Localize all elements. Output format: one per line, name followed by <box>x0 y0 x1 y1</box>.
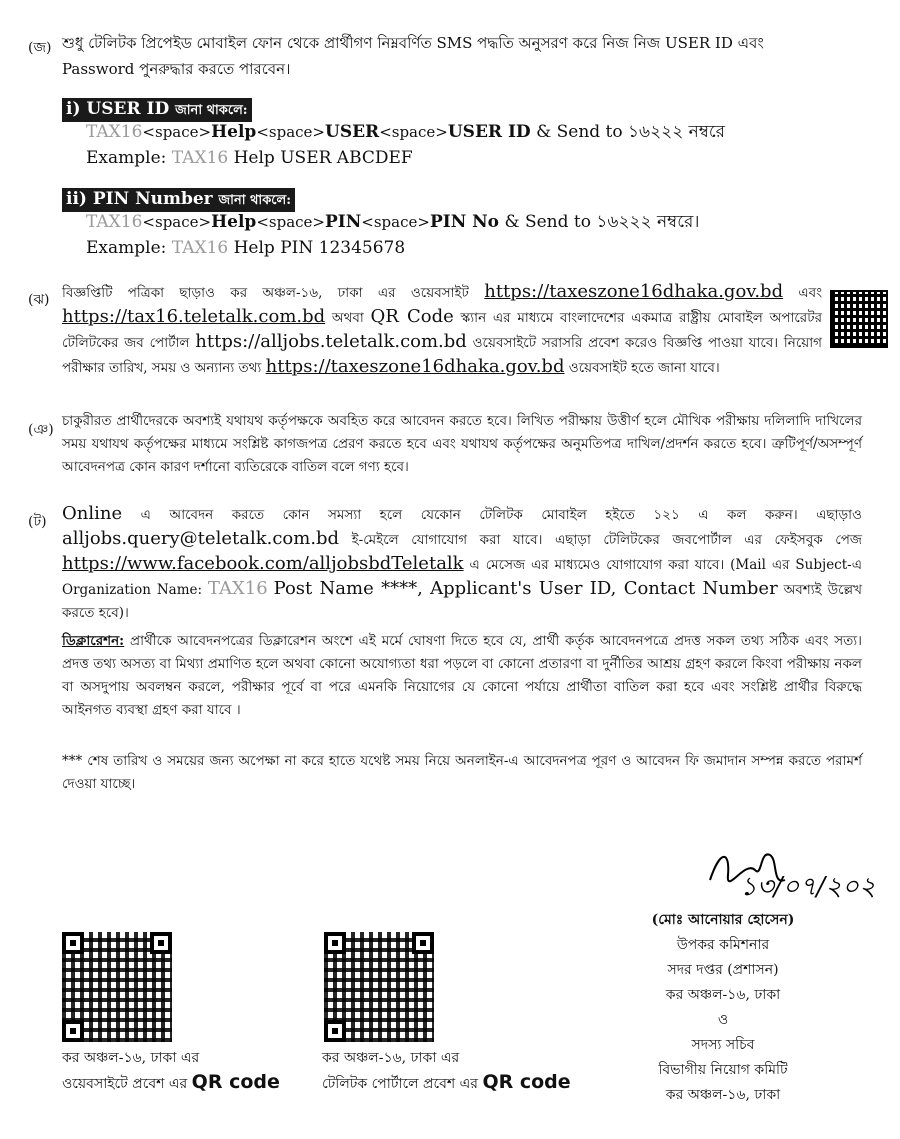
item-yo-text: চাকুরীরত প্রার্থীদেরকে অবশ্যই যথাযথ কর্তৃপক্ষকে অবহিত করে আবেদন করতে হবে। লিখিত পরীক্ষায় উত্তীর্ণ হলে মৌখিক পরীক্ষায় দলিলাদি দাখিলের সময় যথাযথ কর্তৃপক্ষের মাধ্যমে সংশ্লিষ্ট কাগজপত্র প্রেরণ করতে হবে এবং যথাযথ কর্তৃপক্ষের অনুমতিপত্র দাখিল/প্রদর্শন করতে হবে। ত্রুটিপূর্ণ/অসম্পূর্ণ আবেদনপত্র কোন কারণ দর্শানো ব্যতিরেকে বাতিল বলে গণ্য হবে। <box>62 413 862 475</box>
website-qr-code-icon[interactable] <box>62 932 172 1042</box>
userid-example: Example: TAX16 Help USER ABCDEF <box>86 148 413 168</box>
signatory-zone-2: কর অঞ্চল-১৬, ঢাকা <box>665 1087 781 1103</box>
signatory-committee: বিভাগীয় নিয়োগ কমিটি <box>658 1062 788 1078</box>
website-link-1[interactable]: https://taxeszone16dhaka.gov.bd <box>484 281 784 302</box>
pin-example: Example: TAX16 Help PIN 12345678 <box>86 238 406 258</box>
signatory-name: (মোঃ আনোয়ার হোসেন) <box>651 912 795 928</box>
declaration-text: প্রার্থীকে আবেদনপত্রের ডিক্লারেশন অংশে এই মর্মে ঘোষণা দিতে হবে যে, প্রার্থী কর্তৃক আবেদনপত্রে প্রদত্ত সকল তথ্য সঠিক এবং সত্য। প্রদত্ত তথ্য অসত্য বা মিথ্যা প্রমাণিত হলে অথবা কোনো অযোগ্যতা ধরা পড়লে বা কোনো প্রতারণা বা দুর্নীতির আশ্রয় গ্রহণ করলে কিংবা পরীক্ষায় নকল বা অসদুপায় অবলম্বন করলে, পরীক্ষার পূর্বে বা পরে এমনকি নিয়োগের যে কোনো পর্যায়ে প্রার্থীতা বাতিল করা হবে এবং সংশ্লিষ্ট প্রার্থীর বিরুদ্ধে আইনগত ব্যবস্থা গ্রহণ করা যাবে । <box>62 633 862 718</box>
userid-sms-format: TAX16<space>Help<space>USER<space>USER ID & Send to ১৬২২২ নম্বরে <box>86 122 726 142</box>
pin-section-title: ii) PIN Number জানা থাকলে: <box>62 188 295 212</box>
qr-left-caption: কর অঞ্চল-১৬, ঢাকা এর ওয়েবসাইটে প্রবেশ এর QR code <box>62 1050 280 1093</box>
item-marker-ta: (ট) <box>28 514 47 530</box>
userid-section-title: i) USER ID জানা থাকলে: <box>62 98 252 122</box>
support-email[interactable]: alljobs.query@teletalk.com.bd <box>62 528 340 549</box>
item-jho-text: বিজ্ঞপ্তিটি পত্রিকা ছাড়াও কর অঞ্চল-১৬, ঢাকা এর ওয়েবসাইট https://taxeszone16dhaka.gov.bd এবং https://tax16.teletalk.com.bd অথবা QR Code স্ক্যান এর মাধ্যমে বাংলাদেশের একমাত্র রাষ্ট্রীয় মোবাইল অপারেটর টেলিটকের জব পোর্টাল https://alljobs.teletalk.com.bd ওয়েবসাইটে সরাসরি প্রবেশ করেও বিজ্ঞপ্তি পাওয়া যাবে। নিয়োগ পরীক্ষার তারিখ, সময় ও অন্যান্য তথ্য https://taxeszone16dhaka.gov.bd ওয়েবসাইট হতে জানা যাবে। <box>62 281 823 377</box>
small-qr-code-icon <box>830 290 888 348</box>
signatory-role: সদস্য সচিব <box>691 1037 755 1053</box>
facebook-link[interactable]: https://www.facebook.com/alljobsbdTeletalk <box>62 553 464 574</box>
advice-paragraph: *** শেষ তারিখ ও সময়ের জন্য অপেক্ষা না করে হাতে যথেষ্ট সময় নিয়ে অনলাইন-এ আবেদনপত্র পূরণ ও আবেদন ফি জমাদান সম্পন্ন করতে পরামর্শ দেওয়া যাচ্ছে। <box>62 753 862 792</box>
item-marker-jo: (জ) <box>28 40 52 56</box>
signatory-block <box>618 908 828 1108</box>
item-marker-yo: (ঞ) <box>28 422 54 438</box>
item-jo-text <box>62 30 862 82</box>
website-link-2[interactable]: https://taxeszone16dhaka.gov.bd <box>265 356 565 377</box>
item-jo-line1: শুধু টেলিটক প্রিপেইড মোবাইল ফোন থেকে প্রার্থীগণ নিম্নবর্ণিত SMS পদ্ধতি অনুসরণ করে নিজ নিজ USER ID এবং <box>62 34 764 52</box>
declaration-paragraph <box>62 630 862 722</box>
signatory-and: ও <box>717 1012 729 1028</box>
pin-sms-format: TAX16<space>Help<space>PIN<space>PIN No & Send to ১৬২২২ নম্বরে। <box>86 212 700 232</box>
signatory-office: সদর দপ্তর (প্রশাসন) <box>667 962 779 978</box>
teletalk-link[interactable]: https://tax16.teletalk.com.bd <box>62 306 326 327</box>
item-ta-text: Online এ আবেদন করতে কোন সমস্যা হলে যেকোন টেলিটক মোবাইল হইতে ১২১ এ কল করুন। এছাড়াও alljobs.query@teletalk.com.bd ই-মেইলে যোগাযোগ করা যাবে। এছাড়া টেলিটকের জবপোর্টাল এর ফেইসবুক পেজ https://www.facebook.com/alljobsbdTeletalk এ মেসেজ এর মাধ্যমেও যোগাযোগ করা যাবে। (Mail এর Subject-এ Organization Name: TAX16 Post Name ****, Applicant's User ID, Contact Number অবশ্যই উল্লেখ করতে হবে)। <box>62 503 862 621</box>
qr-mid-caption: কর অঞ্চল-১৬, ঢাকা এর টেলিটক পোর্টালে প্রবেশ এর QR code <box>322 1050 571 1093</box>
signatory-zone: কর অঞ্চল-১৬, ঢাকা <box>665 987 781 1003</box>
declaration-label: ডিক্লারেশন: <box>62 633 125 649</box>
signatory-designation: উপকর কমিশনার <box>676 937 770 953</box>
signature-date: ১৩/০৭/২০২ <box>740 872 876 902</box>
item-jo-line2: Password পুনরুদ্ধার করতে পারবেন। <box>62 60 291 78</box>
teletalk-qr-code-icon[interactable] <box>324 932 434 1042</box>
item-marker-jho: (ঝ) <box>28 292 50 308</box>
alljobs-link[interactable]: https://alljobs.teletalk.com.bd <box>195 331 467 352</box>
handwritten-signature <box>700 840 900 910</box>
